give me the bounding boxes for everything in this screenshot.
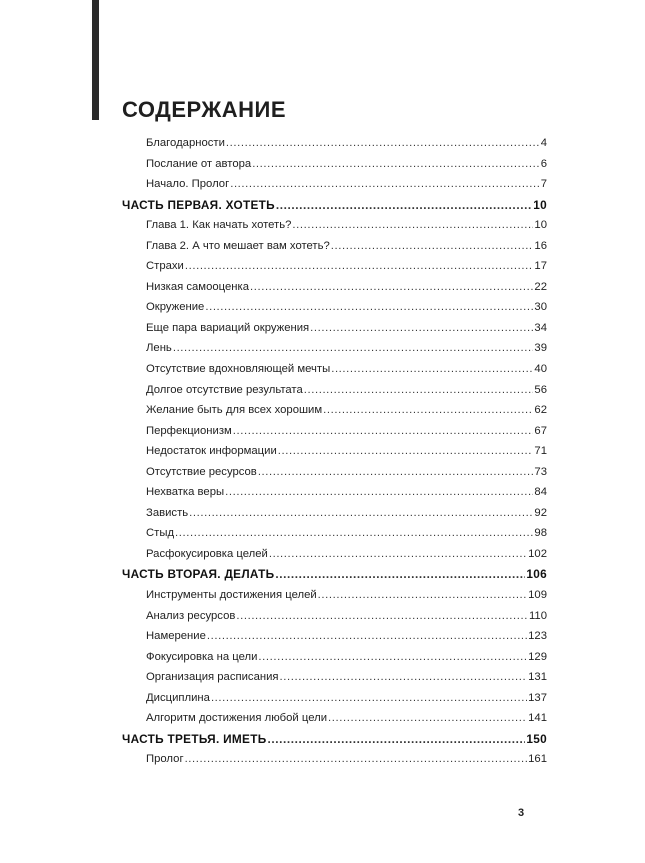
toc-entry-page: 10 xyxy=(534,219,547,232)
toc-entry-title: Перфекционизм xyxy=(146,424,232,437)
toc-entry[interactable] xyxy=(122,277,547,298)
toc-entry-page: 30 xyxy=(534,301,547,314)
dot-leader xyxy=(175,523,533,544)
toc-entry[interactable] xyxy=(122,441,547,462)
dot-leader xyxy=(252,154,540,175)
toc-entry[interactable] xyxy=(122,708,547,729)
dot-leader xyxy=(236,606,528,627)
dot-leader xyxy=(185,749,528,770)
toc-entry[interactable] xyxy=(122,338,547,359)
dot-leader xyxy=(275,564,525,585)
toc-entry-title: Послание от автора xyxy=(146,157,252,170)
toc-entry-page: 98 xyxy=(534,527,547,540)
toc-entry-title: Пролог xyxy=(146,753,184,766)
toc-entry[interactable] xyxy=(122,236,547,257)
toc-entry-title: Зависть xyxy=(146,506,189,519)
dot-leader xyxy=(230,174,540,195)
dot-leader xyxy=(173,338,534,359)
toc-part-title: ЧАСТЬ ПЕРВАЯ. ХОТЕТЬ xyxy=(122,197,275,212)
toc-entry-title: Отсутствие вдохновляющей мечты xyxy=(146,363,331,376)
toc-entry[interactable] xyxy=(122,215,547,236)
toc-entry-title: Желание быть для всех хорошим xyxy=(146,404,323,417)
toc-entry[interactable] xyxy=(122,297,547,318)
toc-entry[interactable] xyxy=(122,585,547,606)
dot-leader xyxy=(310,318,533,339)
toc-part-title: ЧАСТЬ ВТОРАЯ. ДЕЛАТЬ xyxy=(122,567,275,582)
table-of-contents xyxy=(122,133,547,770)
dot-leader xyxy=(276,195,532,216)
toc-entry-page: 16 xyxy=(534,239,547,252)
toc-entry-title: Лень xyxy=(146,342,172,355)
toc-entry[interactable] xyxy=(122,421,547,442)
toc-entry-page: 6 xyxy=(540,157,547,170)
toc-entry-page: 7 xyxy=(540,178,547,191)
toc-entry-page: 56 xyxy=(534,383,547,396)
dot-leader xyxy=(250,277,533,298)
toc-entry-page: 4 xyxy=(540,137,547,149)
dot-leader xyxy=(331,236,534,257)
toc-entry-page: 39 xyxy=(534,342,547,355)
toc-entry-page: 109 xyxy=(528,589,547,602)
toc-entry-page: 62 xyxy=(534,404,547,417)
dot-leader xyxy=(323,400,533,421)
dot-leader xyxy=(205,297,533,318)
toc-entry-page: 73 xyxy=(534,465,547,478)
toc-entry-page: 131 xyxy=(528,671,547,684)
toc-entry[interactable] xyxy=(122,749,547,770)
dot-leader xyxy=(207,626,527,647)
toc-part-heading[interactable] xyxy=(122,564,547,585)
toc-entry-title: Дисциплина xyxy=(146,691,210,704)
toc-part-page: 150 xyxy=(526,731,547,746)
toc-entry-page: 137 xyxy=(528,691,547,704)
toc-entry[interactable] xyxy=(122,544,547,565)
dot-leader xyxy=(331,359,533,380)
page-title: СОДЕРЖАНИЕ xyxy=(122,97,287,122)
toc-entry[interactable] xyxy=(122,606,547,627)
toc-entry-title: Еще пара вариаций окружения xyxy=(146,321,310,334)
toc-part-page: 106 xyxy=(526,567,547,582)
toc-entry-title: Отсутствие ресурсов xyxy=(146,465,257,478)
toc-entry-page: 67 xyxy=(534,424,547,437)
toc-entry[interactable] xyxy=(122,462,547,483)
dot-leader xyxy=(304,380,534,401)
dot-leader xyxy=(269,544,527,565)
toc-entry[interactable] xyxy=(122,523,547,544)
dot-leader xyxy=(328,708,527,729)
toc-entry[interactable] xyxy=(122,626,547,647)
toc-entry-title: Фокусировка на цели xyxy=(146,650,258,663)
toc-entry-page: 110 xyxy=(528,609,547,622)
dot-leader xyxy=(292,215,533,236)
toc-entry-page: 161 xyxy=(528,753,547,766)
toc-entry[interactable] xyxy=(122,256,547,277)
toc-part-heading[interactable] xyxy=(122,729,547,750)
toc-entry-title: Окружение xyxy=(146,301,205,314)
toc-entry-page: 84 xyxy=(534,486,547,499)
toc-entry-page: 123 xyxy=(528,630,547,643)
toc-entry[interactable] xyxy=(122,400,547,421)
dot-leader xyxy=(318,585,527,606)
toc-entry-page: 71 xyxy=(534,445,547,458)
toc-entry[interactable] xyxy=(122,359,547,380)
toc-entry-page: 40 xyxy=(534,363,547,376)
toc-entry-title: Нехватка веры xyxy=(146,486,225,499)
toc-entry[interactable] xyxy=(122,380,547,401)
toc-part-title: ЧАСТЬ ТРЕТЬЯ. ИМЕТЬ xyxy=(122,731,267,746)
toc-entry-page: 17 xyxy=(534,260,547,273)
toc-entry[interactable] xyxy=(122,133,547,154)
toc-entry-title: Недостаток информации xyxy=(146,445,277,458)
dot-leader xyxy=(185,256,534,277)
toc-entry-title: Начало. Пролог xyxy=(146,178,230,191)
decorative-side-bar xyxy=(92,0,99,120)
toc-entry-title: Стыд xyxy=(146,527,175,540)
toc-entry[interactable] xyxy=(122,318,547,339)
dot-leader xyxy=(211,688,527,709)
toc-entry-title: Организация расписания xyxy=(146,671,279,684)
toc-entry-page: 141 xyxy=(528,712,547,725)
toc-entry-title: Глава 2. А что мешает вам хотеть? xyxy=(146,239,330,252)
toc-entry-title: Низкая самооценка xyxy=(146,280,249,293)
toc-entry-title: Инструменты достижения целей xyxy=(146,589,317,602)
toc-entry-page: 92 xyxy=(534,506,547,519)
toc-part-page: 10 xyxy=(533,197,547,212)
toc-entry-title: Анализ ресурсов xyxy=(146,609,236,622)
toc-entry[interactable] xyxy=(122,647,547,668)
toc-entry-title: Намерение xyxy=(146,630,206,643)
toc-entry-page: 22 xyxy=(534,280,547,293)
dot-leader xyxy=(278,441,534,462)
toc-entry-title: Благодарности xyxy=(146,137,225,149)
toc-entry-page: 102 xyxy=(528,547,547,560)
dot-leader xyxy=(267,729,525,750)
dot-leader xyxy=(258,462,534,483)
toc-entry[interactable] xyxy=(122,667,547,688)
toc-entry[interactable] xyxy=(122,174,547,195)
dot-leader xyxy=(258,647,527,668)
toc-part-heading[interactable] xyxy=(122,195,547,216)
toc-entry[interactable] xyxy=(122,688,547,709)
toc-entry[interactable] xyxy=(122,503,547,524)
toc-entry-title: Алгоритм достижения любой цели xyxy=(146,712,328,725)
toc-entry-title: Расфокусировка целей xyxy=(146,547,268,560)
toc-entry-title: Глава 1. Как начать хотеть? xyxy=(146,219,292,232)
toc-entry[interactable] xyxy=(122,482,547,503)
dot-leader xyxy=(225,482,533,503)
dot-leader xyxy=(189,503,533,524)
toc-entry-page: 34 xyxy=(534,321,547,334)
page-number: 3 xyxy=(518,807,525,819)
toc-entry[interactable] xyxy=(122,154,547,175)
toc-entry-title: Страхи xyxy=(146,260,184,273)
toc-entry-title: Долгое отсутствие результата xyxy=(146,383,303,396)
dot-leader xyxy=(280,667,528,688)
dot-leader xyxy=(226,133,540,154)
dot-leader xyxy=(233,421,534,442)
toc-entry-page: 129 xyxy=(528,650,547,663)
